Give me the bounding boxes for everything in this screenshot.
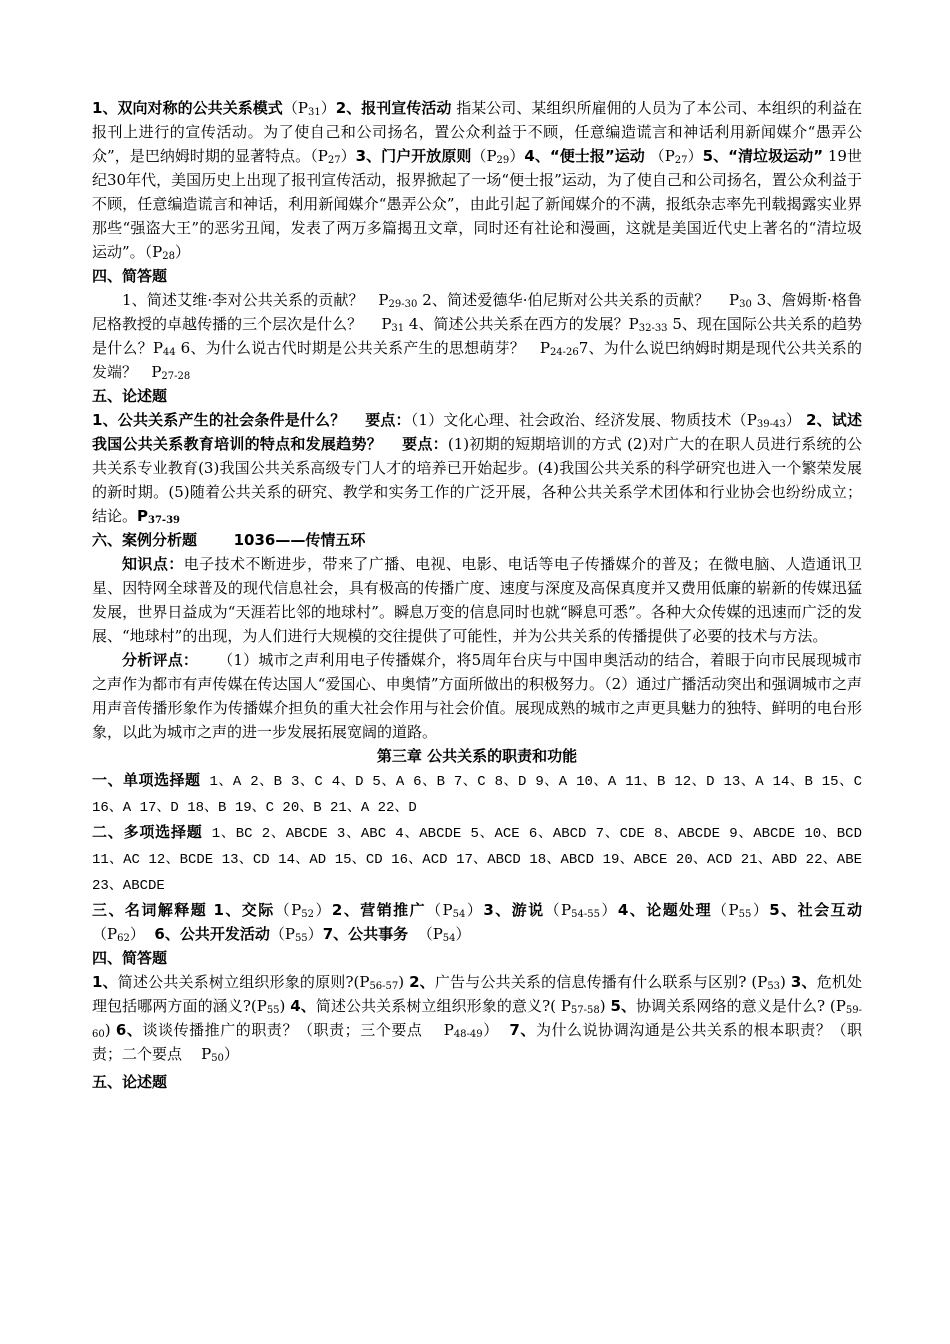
page-ref-end: ） (751, 901, 770, 919)
page-ref-sub: 55 (294, 933, 308, 944)
page-ref-end: ） (509, 147, 525, 165)
page-ref-end: ） (785, 411, 802, 429)
term-title: 3、游说 (483, 901, 545, 919)
question: 1、公共关系产生的社会条件是什么？ (92, 411, 346, 429)
page-ref: （P (471, 147, 497, 165)
page-ref-sub: 59-60 (92, 1005, 862, 1040)
term-title: 5、社会互动 (769, 901, 862, 919)
short-answer-list: 1、简述公共关系树立组织形象的原则$?(P_{56-57})$ 2、广告与公共关系的信息传播有什么联系与区别? $(P_{53})$ 3、危机处理包括哪两方面的涵义$?(P_{55})$ 4、简述公共关系树立组织形象的意义?( $P_{57-58}$) 5、协调关系网络的意义是什么? $(P_{59-60})$ 6、谈谈传播推广的职责？（职责；三个要点 $P_{48-49}$） 7、为什么说协调沟通是公共关系的根本职责？（职责；二个要点 $P_{50}$） (92, 973, 862, 1064)
term-title: 7、公共事务 (322, 925, 409, 943)
page-ref-sub: 44 (162, 347, 176, 358)
page-ref: P (201, 1045, 212, 1063)
page-ref: （P (92, 925, 118, 943)
term-title: 1、双向对称的公共关系模式 (92, 99, 283, 117)
term-definition: 19世纪30年代，美国历史上出现了报刊宣传活动，报界掀起了一场“便士报”运动，为了使自己和公司扬名，置公众利益于不顾，任意编造谎言和神话，利用新闻媒介“愚弄公众”，由此引起了新闻媒介的不满，报纸杂志率先刊载揭露实业界那些“强盗大王”的恶劣丑闻，发表了两万多篇揭丑文章，同时还有社论和漫画，这就是美国近代史上著名的“清垃圾运动”。（P (92, 147, 862, 261)
page-ref: P (539, 339, 550, 357)
page-ref-sub: 32-33 (638, 323, 668, 334)
question: 危机处理包括哪两方面的涵义?(P (92, 973, 862, 1015)
multiple-choice-answers (92, 820, 862, 898)
page-ref-sub: 48-49 (453, 1029, 483, 1040)
question: 谈谈传播推广的职责？（职责；三个要点 (142, 1021, 423, 1039)
page-ref-end: ） (129, 925, 145, 943)
page-ref-sub: 54 (452, 909, 466, 920)
answer-key: 1、A 2、B 3、C 4、D 5、A 6、B 7、C 8、D 9、A 10、A 11、B 12、D 13、A 14、B 15、C 16、A 17、D 18、B 19、C 20、B 21、A 22、D (92, 774, 862, 816)
question-number: 1、 (92, 973, 118, 991)
knowledge-label: 知识点： (122, 555, 184, 573)
page-ref: （P (417, 925, 443, 943)
page-ref-sub: 53 (767, 981, 781, 992)
page-ref: （P (649, 147, 675, 165)
page-ref: P (378, 291, 389, 309)
page-ref: （P (712, 901, 739, 919)
term-title: 3、门户开放原则 (355, 147, 472, 165)
question-number: 2、 (409, 973, 435, 991)
page-ref-sub: 27 (327, 155, 341, 166)
page-ref-end: ） (175, 243, 191, 261)
question: 5、现在国际公共关系的趋势是什么？P (92, 315, 862, 357)
page-ref-sub: 30 (739, 299, 752, 310)
page-ref-sub: 55 (738, 909, 752, 920)
page-ref: P (443, 1021, 454, 1039)
document-page (92, 96, 862, 1094)
page-ref-sub: 50 (211, 1053, 224, 1064)
page-ref-sub: 29-30 (388, 299, 418, 310)
term-title: 2、报刊宣传活动 (335, 99, 452, 117)
page-ref-end: ） (320, 99, 336, 117)
question-number: 5、 (610, 997, 637, 1015)
knowledge-paragraph (92, 552, 862, 648)
question: 广告与公共关系的信息传播有什么联系与区别? (P (434, 973, 768, 991)
case-heading: 六、案例分析题 (92, 531, 198, 549)
page-ref-sub: 31 (307, 107, 321, 118)
knowledge-text: 电子技术不断进步，带来了广播、电视、电影、电话等电子传播媒介的普及；在微电脑、人造通讯卫星、因特网全球普及的现代信息社会，具有极高的传播广度、速度与深度及高保真度并又费用低廉的崭新的传媒迅猛发展，世界日益成为“天涯若比邻的地球村”。瞬息万变的信息同时也就“瞬息可悉”。各种大众传媒的迅速而广泛的发展、“地球村”的出现，为人们进行大规模的交往提供了可能性，并为公共关系的传播提供了必要的技术与方法。 (92, 555, 862, 645)
page-ref: P (137, 507, 149, 525)
page-ref-end: ） (307, 925, 323, 943)
key-points-label: 要点： (402, 435, 448, 453)
section-heading (92, 528, 862, 552)
analysis-label: 分析评点： (122, 651, 199, 669)
key-points-label: 要点： (365, 411, 411, 429)
section-heading: 四、简答题 (92, 949, 168, 967)
page-ref-sub: 24-26 (549, 347, 579, 358)
glossary-terms (92, 898, 862, 946)
page-ref-sub: 37-39 (148, 515, 180, 526)
answer-key: 1、BC 2、ABCDE 3、ABC 4、ABCDE 5、ACE 6、ABCD 7、CDE 8、ABCDE 9、ABCDE 10、BCD 11、AC 12、BCDE 13、CD 14、AD 15、CD 16、ACD 17、ABCD 18、ABCD 19、ABCE 20、ACD 21、ABD 22、ABE 23、ABCDE (92, 826, 862, 894)
single-choice-answers (92, 768, 862, 820)
page-ref-sub: 27-28 (161, 371, 191, 382)
case-title: 1036——传情五环 (233, 531, 366, 549)
term-title: 1、交际 (213, 901, 275, 919)
question: 简述公共关系树立组织形象的意义?( P (315, 997, 571, 1015)
page-ref-end: ） (314, 901, 332, 919)
section-heading: 三、名词解释题 (92, 901, 208, 919)
page-ref: （P (274, 901, 302, 919)
term-title: 2、营销推广 (331, 901, 427, 919)
page-ref-end: ） (599, 901, 618, 919)
page-ref: P (151, 363, 162, 381)
essay-answer (92, 408, 862, 528)
question-number: 6、 (115, 1021, 143, 1039)
question: 协调关系网络的意义是什么? (P (636, 997, 846, 1015)
term-title: 5、“清垃圾运动” (702, 147, 824, 165)
term-title: 4、论题处理 (617, 901, 713, 919)
page-ref-sub: 55 (266, 1005, 280, 1016)
section-heading: 二、多项选择题 (92, 823, 203, 841)
page-ref-sub: 54-55 (571, 909, 600, 920)
analysis-text: （1）城市之声利用电子传播媒介，将5周年台庆与中国申奥活动的结合，着眼于向市民展现城市之声作为都市有声传媒在传达国人“爱国心、申奥情”方面所做出的积极努力。（2）通过广播活动突出和强调城市之声用声音传播形象作为传播媒介担负的重大社会作用与社会价值。展现成熟的城市之声更具魅力的独特、鲜明的电台形象，以此为城市之声的进一步发展拓展宽阔的道路。 (92, 651, 862, 741)
question: 2、试述我国公共关系教育培训的特点和发展趋势？ (92, 411, 862, 453)
page-ref: （P (426, 901, 453, 919)
page-ref: （P (544, 901, 572, 919)
question: 3、詹姆斯·格鲁尼格教授的卓越传播的三个层次是什么？ (92, 291, 863, 333)
page-ref: （P (282, 99, 308, 117)
question: 1、简述艾维·李对公共关系的贡献？ (122, 291, 364, 309)
glossary-paragraph (92, 96, 862, 264)
section-heading: 一、单项选择题 (92, 771, 201, 789)
page-ref-sub: 39-43 (756, 419, 786, 430)
question: 2、简述爱德华·伯尼斯对公共关系的贡献？ (422, 291, 710, 309)
page-ref-end: ） (455, 925, 471, 943)
question: 7、为什么说巴纳姆时期是现代公共关系的发端？ (92, 339, 863, 381)
page-ref: P (728, 291, 740, 309)
page-ref: P (381, 315, 392, 333)
question: 6、为什么说古代时期是公共关系产生的思想萌芽？ (180, 339, 525, 357)
chapter-title: 第三章 公共关系的职责和功能 (376, 747, 578, 765)
section-heading: 五、论述题 (92, 1073, 168, 1091)
page-ref-sub: 29 (496, 155, 510, 166)
question-number: 3、 (790, 973, 817, 991)
section-heading: 四、简答题 (92, 267, 168, 285)
answer-text: (1)初期的短期培训的方式 (2)对广大的在职人员进行系统的公共关系专业教育(3)我国公共关系高级专门人才的培养已开始起步。(4)我国公共关系的科学研究也进入一个繁荣发展的新时期。(5)随着公共关系的研究、教学和实务工作的广泛开展，各种公共关系学术团体和行业协会也纷纷成立；结论。 (92, 435, 862, 525)
question: 4、简述公共关系在西方的发展？P (408, 315, 639, 333)
page-ref-sub: 28 (162, 251, 175, 262)
page-ref-sub: 56-57 (369, 981, 399, 992)
page-ref-sub: 54 (442, 933, 456, 944)
question: 为什么说协调沟通是公共关系的根本职责？（职责；二个要点 (92, 1021, 862, 1063)
term-definition: 指某公司、某组织所雇佣的人员为了本公司、本组织的利益在报刊上进行的宣传活动。为了使自己和公司扬名，置公众利益于不顾，任意编造谎言和神话利用新闻媒介“愚弄公众”，是巴纳姆时期的显著特点。（P (92, 99, 862, 165)
short-answer-list (92, 288, 862, 384)
question-number: 7、 (509, 1021, 536, 1039)
question: 简述公共关系树立组织形象的原则?(P (117, 973, 370, 991)
page-ref-end: ） (687, 147, 703, 165)
term-title: 4、“便士报”运动 (524, 147, 645, 165)
page-ref-end: ） (465, 901, 484, 919)
page-ref-end: ） (340, 147, 356, 165)
question-number: 4、 (290, 997, 316, 1015)
section-heading: 五、论述题 (92, 387, 168, 405)
page-ref-sub: 62 (117, 933, 130, 944)
page-ref-sub: 52 (301, 909, 314, 920)
page-ref-sub: 57-58 (570, 1005, 600, 1016)
page-ref-sub: 31 (391, 323, 405, 334)
term-title: 6、公共开发活动 (154, 925, 270, 943)
answer-text: （1）文化心理、社会政治、经济发展、物质技术（P (410, 411, 757, 429)
analysis-paragraph (92, 648, 862, 744)
page-ref-sub: 27 (674, 155, 688, 166)
page-ref: （P (269, 925, 295, 943)
